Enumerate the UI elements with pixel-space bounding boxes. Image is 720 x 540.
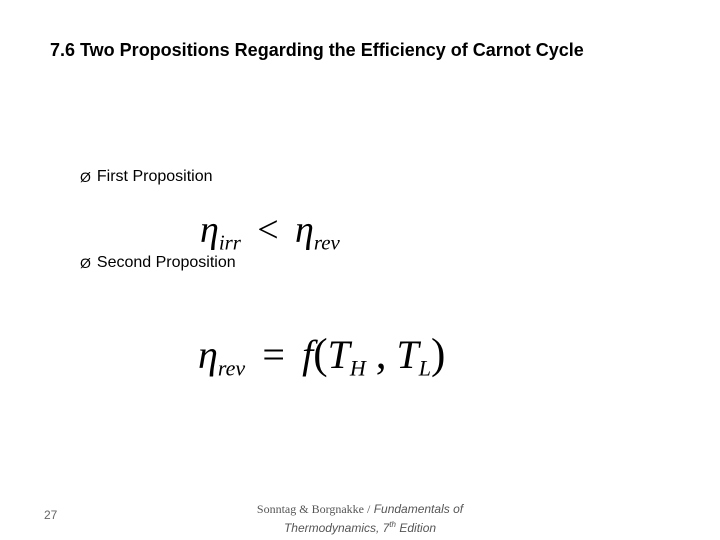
footer-edition: Edition [399,521,437,535]
footer-citation [220,502,500,536]
bullet-label: First Proposition [96,168,213,185]
eta-symbol: η [295,209,314,251]
footer-book-title-2: Thermodynamics, 7 [283,521,390,535]
less-than-operator: < [257,209,279,251]
bullet-first-proposition [80,168,212,186]
temperature-symbol: T [327,332,350,377]
bullet-second-proposition [80,254,236,272]
subscript-irr: irr [218,230,241,255]
eta-symbol: η [200,209,219,251]
subscript-rev: rev [313,230,340,255]
equation-reversible-efficiency [198,330,445,382]
eta-symbol: η [198,332,218,377]
open-paren: ( [313,331,328,378]
footer-edition-sup: th [389,520,396,529]
subscript-l: L [418,355,432,381]
comma: , [375,331,387,378]
subscript-rev: rev [217,355,246,381]
arrow-bullet-icon: Ø [80,169,91,185]
arrow-bullet-icon: Ø [80,255,91,271]
function-f: f [302,332,314,377]
equals-operator: = [262,332,285,377]
subscript-h: H [349,355,366,381]
footer-book-title-1: Fundamentals of [373,502,464,516]
bullet-label: Second Proposition [96,254,236,271]
close-paren: ) [431,331,446,378]
slide-title: 7.6 Two Propositions Regarding the Efficiency of Carnot Cycle [50,40,584,60]
slide-number: 27 [44,508,58,522]
footer-authors: Sonntag & Borgnakke / [256,502,371,516]
temperature-symbol: T [396,332,419,377]
equation-efficiency-inequality [200,208,340,255]
